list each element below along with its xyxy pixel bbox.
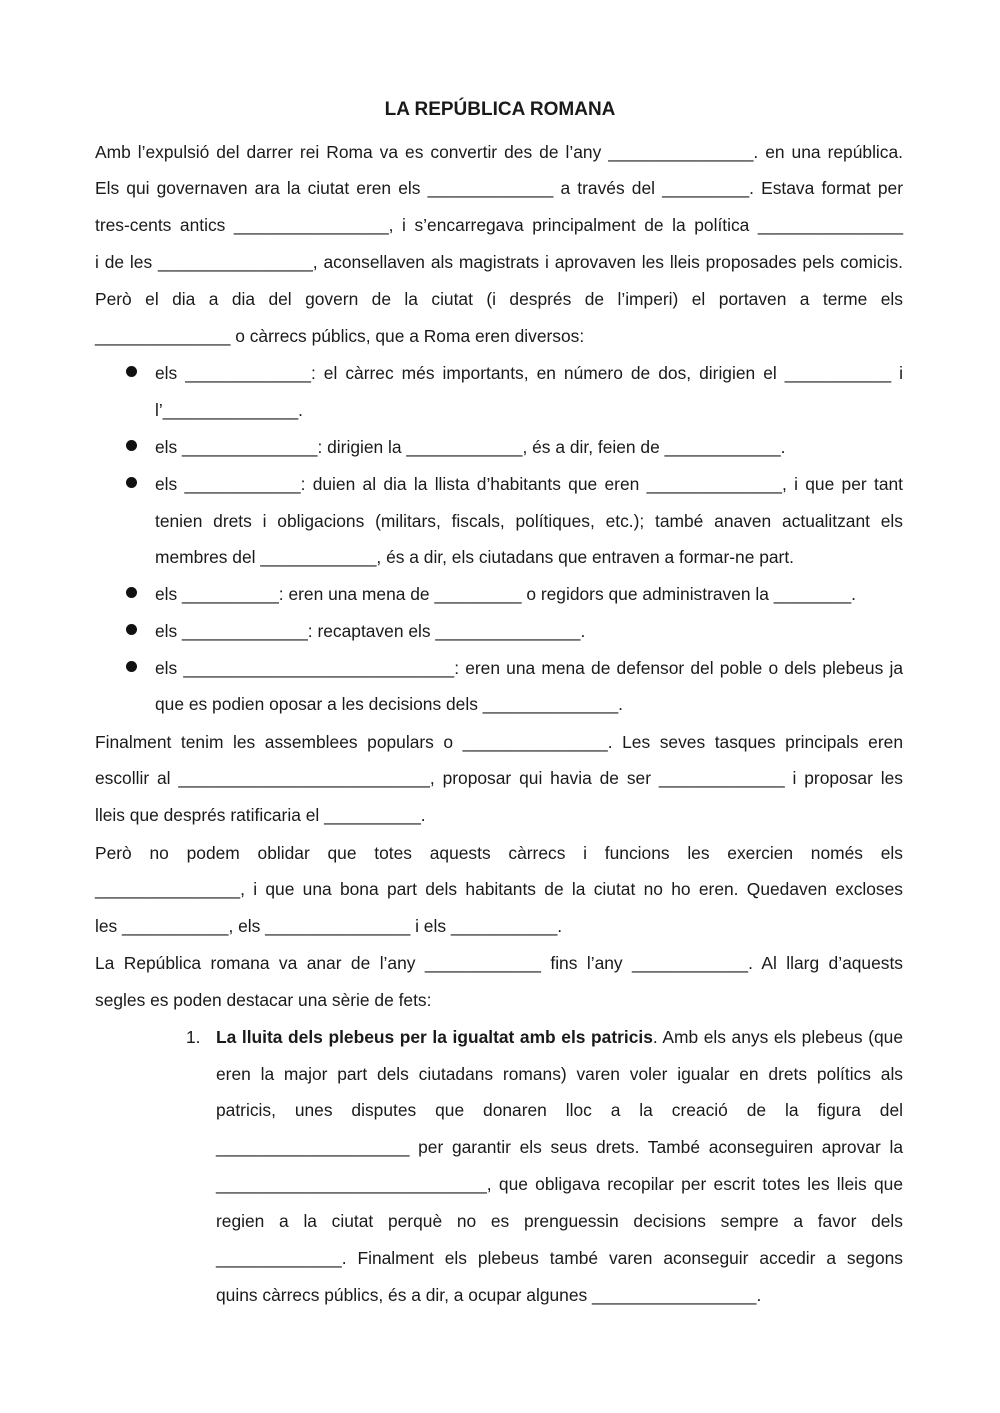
list-item-cont: que es podien oposar a les decisions dels ______________. xyxy=(155,694,623,714)
text-line: segles es poden destacar una sèrie de fets: xyxy=(95,990,432,1010)
bullet-icon xyxy=(126,440,137,451)
text-line: tres-cents antics ________________, i s’encarregava principalment de la política _______________ xyxy=(95,215,903,235)
list-number: 1. xyxy=(186,1027,201,1047)
bullet-icon xyxy=(126,661,137,672)
list-item: els ____________________________: eren una mena de defensor del poble o dels plebeus ja xyxy=(155,658,903,678)
text-line: ______________ o càrrecs públics, que a Roma eren diversos: xyxy=(95,326,585,346)
page-title: LA REPÚBLICA ROMANA xyxy=(384,99,616,120)
text-line: les ___________, els _______________ i els ___________. xyxy=(95,916,563,936)
bullet-icon xyxy=(126,587,137,598)
numbered-item-cont: quins càrrecs públics, és a dir, a ocupar algunes _________________. xyxy=(216,1285,762,1305)
numbered-item-cont: _____________. Finalment els plebeus també varen aconseguir accedir a segons xyxy=(216,1248,903,1268)
text-line: Però el dia a dia del govern de la ciutat (i després de l’imperi) el portaven a terme els xyxy=(95,289,903,309)
list-item: els ____________: duien al dia la llista d’habitants que eren ______________, i que per tant xyxy=(155,474,903,494)
text-line: Els qui governaven ara la ciutat eren els _____________ a través del _________. Estava format per xyxy=(95,178,903,198)
list-item: els _____________: recaptaven els _______________. xyxy=(155,621,586,641)
bullet-icon xyxy=(126,624,137,635)
text-line: Finalment tenim les assemblees populars o _______________. Les seves tasques principals eren xyxy=(95,732,903,752)
numbered-item-heading: La lluita dels plebeus per la igualtat amb els patricis xyxy=(216,1027,653,1047)
text-line: Amb l’expulsió del darrer rei Roma va es convertir des de l’any _______________. en una república. xyxy=(95,142,903,162)
list-item: els __________: eren una mena de _________ o regidors que administraven la ________. xyxy=(155,584,856,604)
text-line: La República romana va anar de l’any ____________ fins l’any ____________. Al llarg d’aquests xyxy=(95,953,903,973)
numbered-item xyxy=(216,1025,903,1049)
numbered-item-cont: eren la major part dels ciutadans romans) varen voler igualar en drets polítics als xyxy=(216,1064,903,1084)
list-item-cont: tenien drets i obligacions (militars, fiscals, polítiques, etc.); també anaven actualitzant els xyxy=(155,511,903,531)
numbered-item-cont: regien a la ciutat perquè no es prenguessin decisions sempre a favor dels xyxy=(216,1211,903,1231)
numbered-item-cont: ____________________________, que obligava recopilar per escrit totes les lleis que xyxy=(216,1174,903,1194)
list-item-cont: l’______________. xyxy=(155,400,303,420)
text-line: Però no podem oblidar que totes aquests càrrecs i funcions les exercien només els xyxy=(95,843,903,863)
text-line: i de les ________________, aconsellaven als magistrats i aprovaven les lleis proposades pels comicis. xyxy=(95,252,903,272)
numbered-item-cont: patricis, unes disputes que donaren lloc a la creació de la figura del xyxy=(216,1100,903,1120)
text-line: lleis que després ratificaria el __________. xyxy=(95,805,426,825)
list-item-cont: membres del ____________, és a dir, els ciutadans que entraven a formar-ne part. xyxy=(155,547,795,567)
bullet-icon xyxy=(126,366,137,377)
numbered-item-cont: ____________________ per garantir els seus drets. També aconseguiren aprovar la xyxy=(216,1137,903,1157)
text-line: escollir al __________________________, proposar qui havia de ser _____________ i proposar les xyxy=(95,768,903,788)
list-item: els ______________: dirigien la ____________, és a dir, feien de ____________. xyxy=(155,437,786,457)
text-line: _______________, i que una bona part dels habitants de la ciutat no ho eren. Quedaven excloses xyxy=(95,879,903,899)
list-item: els _____________: el càrrec més importants, en número de dos, dirigien el ___________ i xyxy=(155,363,903,383)
numbered-item-text: . Amb els anys els plebeus (que xyxy=(652,1027,903,1047)
bullet-icon xyxy=(126,477,137,488)
